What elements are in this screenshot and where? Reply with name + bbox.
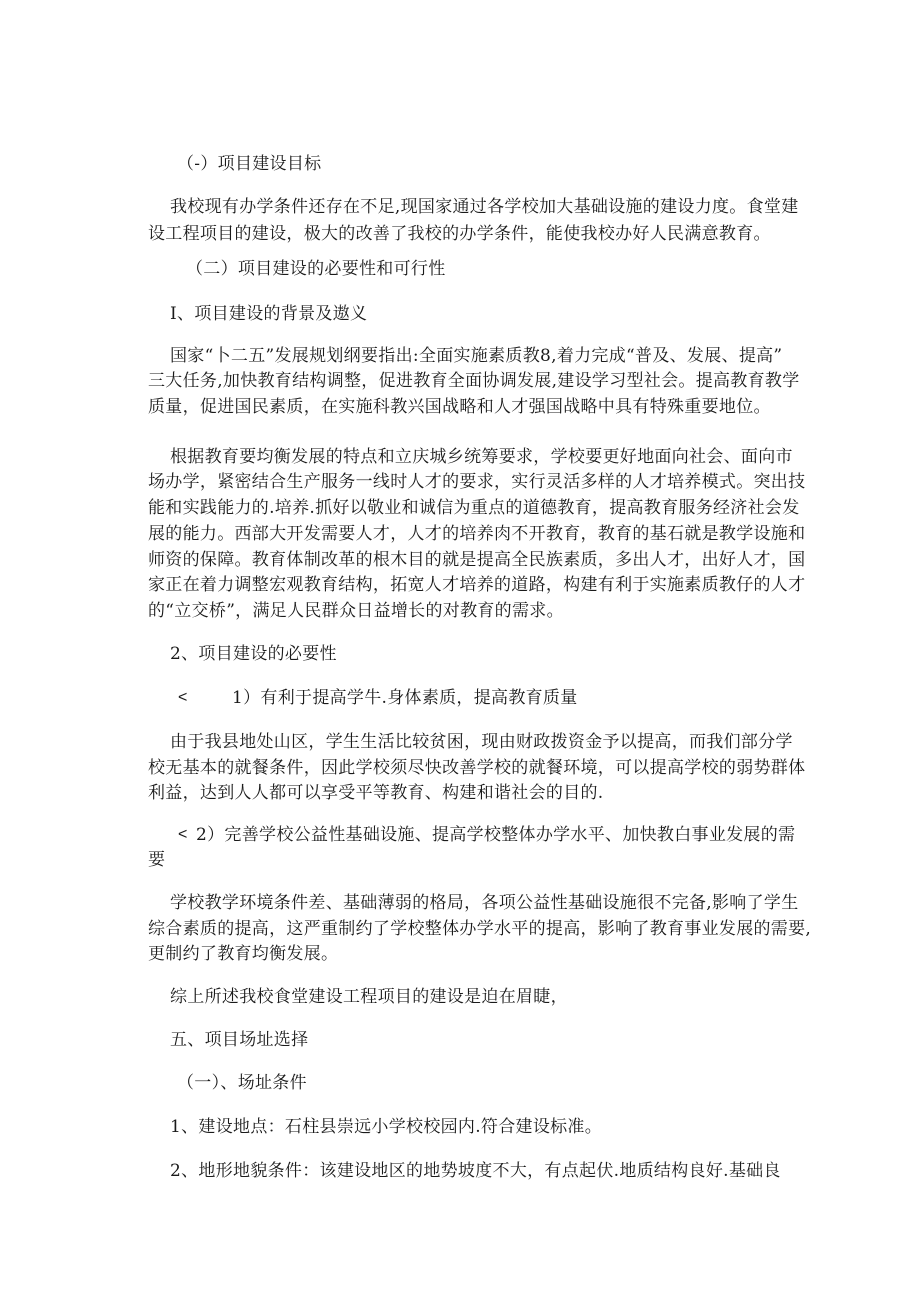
section-heading-necessity: （二）项目建设的必要性和可行性 [186,259,446,279]
paragraph-line: 能和实践能力的.培养.抓好以敬业和诚信为重点的道德教育，提高教育服务经济社会发 [148,498,800,518]
paragraph-line: 的“立交桥”，满足人民群众日益增长的对教育的需求。 [148,601,564,621]
paragraph-line: 三大任务,加快教育结构调整，促进教育全面协调发展,建设学习型社会。提高教育教学 [148,371,800,391]
paragraph-line: 由于我县地处山区，学生生活比较贫困，现由财政拨资金予以提高，而我们部分学 [170,732,793,752]
paragraph-line: 展的能力。西部大开发需要人才，人才的培养肉不开教育，教育的基石就是教学设施和 [148,524,806,544]
list-item-text: 2）完善学校公益性基础设施、提高学校整体办学水平、加快教白事业发展的需 [196,825,796,845]
paragraph-line: 综上所述我校食堂建设工程项目的建设是迫在眉睫， [170,987,568,1007]
paragraph-line: 综合素质的提高，这严重制约了学校整体办学水平的提高，影响了教育事业发展的需要, [148,919,812,939]
paragraph-line: 设工程项目的建设，极大的改善了我校的办学条件，能使我校办好人民满意教育。 [148,224,771,244]
paragraph-line: 2、地形地貌条件：该建设地区的地势坡度不大，有点起伏.地质结构良好.基础良 [170,1161,781,1181]
list-marker: < [178,826,188,843]
paragraph-line: 质量，促进国民素质，在实施科教兴国战略和人才强国战略中具有特殊重要地位。 [148,397,771,417]
list-item-text: 1）有利于提高学牛.身体素质，提高教育质量 [232,688,578,708]
list-item-continuation: 要 [148,850,166,870]
paragraph-line: 1、建设地点：石柱县崇远小学校校园内.符合建设标准。 [170,1117,603,1137]
section-heading-goal: （-）项目建设目标 [177,154,322,174]
paragraph-line: 利益，达到人人都可以享受平等教育、构建和谐社会的目的. [148,783,604,803]
paragraph-line: 更制约了教育均衡发展。 [148,944,339,964]
paragraph-line: 学校教学环境条件差、基础薄弱的格局，各项公益性基础设施很不完备,影响了学生 [170,893,799,913]
section-heading-site: 五、项目场址选择 [170,1030,309,1050]
paragraph-line: 家正在着力调整宏观教育结构，拓宽人才培养的道路，构建有利于实施素质教仔的人才 [148,575,806,595]
paragraph-line: 场办学，紧密结合生产服务一线时人才的要求，实行灵活多样的人才培养模式。突出技 [148,472,806,492]
subheading-background: I、项目建设的背景及遨义 [170,304,368,324]
list-marker: < [178,689,188,706]
paragraph-line: 国家“卜二五”发展规划纲要指出:全面实施素质教8,着力完成“普及、发展、提高” [170,346,783,366]
paragraph-line: 我校现有办学条件还存在不足,现国家通过各学校加大基础设施的建设力度。食堂建 [170,197,799,217]
paragraph-line: 校无基本的就餐条件，因此学校须尽快改善学校的就餐环境，可以提高学校的弱势群体 [148,758,806,778]
paragraph-line: 根据教育要均衡发展的特点和立庆城乡统筹要求，学校要更好地面向社会、面向市 [170,447,793,467]
paragraph-line: 师资的保障。教育体制改革的根木目的就是提高全民族素质，多出人才，出好人才，国 [148,550,806,570]
subheading-necessity: 2、项目建设的必要性 [170,644,337,664]
subheading-site-conditions: （一）、场址条件 [177,1073,307,1093]
